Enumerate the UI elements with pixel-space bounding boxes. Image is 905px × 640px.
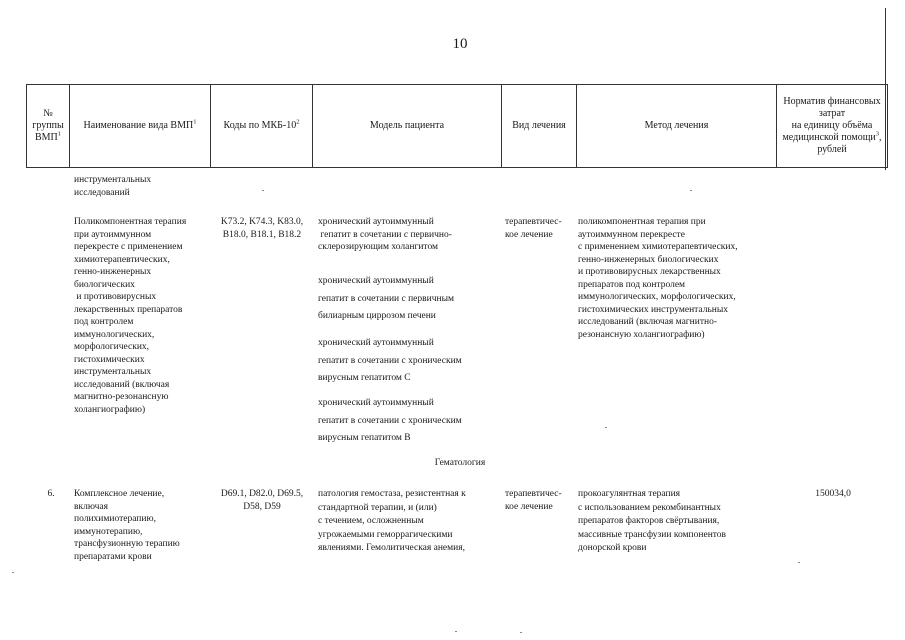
- row-poly-model-2: хронический аутоиммунный гепатит в сочетании с первичным билиарным циррозом печени: [318, 276, 454, 321]
- header-vmp-name-label: Наименование вида ВМП: [83, 120, 194, 131]
- row-poly-treatment-type: терапевтичес- кое лечение: [505, 217, 562, 240]
- row-poly-model-4: хронический аутоиммунный гепатит в сочетании с хроническим вирусным гепатитом B: [318, 398, 462, 443]
- header-cost-line1: Норматив финансовых: [783, 96, 881, 107]
- row6-name: Комплексное лечение, включая полихимиотерапию, иммунотерапию, трансфузионную терапию препаратами крови: [74, 489, 180, 562]
- scan-speck: [798, 562, 800, 563]
- row6-method: прокоагулянтная терапия с использованием рекомбинантных препаратов факторов свёртывания, массивные трансфузии компонентов донорской крови: [578, 489, 727, 553]
- row6-number: 6.: [47, 489, 55, 499]
- row6-codes: D69.1, D82.0, D69.5, D58, D59: [220, 489, 304, 512]
- row-poly-model-1: хронический аутоиммунный гепатит в сочетании с первично- склерозирующим холангитом: [318, 217, 452, 252]
- scan-speck: [520, 632, 522, 633]
- header-codes-label: Коды по МКБ-10: [223, 120, 297, 131]
- row-poly-method: поликомпонентная терапия при аутоиммунном перекресте с применением химиотерапевтических, генно-инженерных биологических и противовирусных лекарственных препаратов под контролем иммунологических, морфологических, гистохимических инструментальных исследований (включая магнитно- резонансную холангиографию): [578, 217, 738, 340]
- row6-cost: 150034,0: [815, 489, 851, 499]
- scan-speck: [455, 631, 457, 632]
- header-cost-line2: затрат: [818, 108, 846, 119]
- continued-name-text: инструментальных исследований: [74, 175, 152, 198]
- row-poly-name: Поликомпонентная терапия при аутоиммунном перекресте с применением химиотерапевтических, генно-инженерных биологических и противовирусных лекарственных препаратов под контролем иммунологических, морфологических, гистохимических инструментальных исследований (включая магнитно-резонансную холангиографию): [74, 217, 187, 415]
- row6-model: патология гемостаза, резистентная к стандартной терапии, и (или) с течением, осложненным угрожаемыми геморрагическими явлениями. Гемолитическая анемия,: [318, 489, 466, 553]
- row6-treatment-type: терапевтичес- кое лечение: [505, 489, 562, 512]
- scan-speck: [12, 572, 14, 573]
- header-cost-line4-end: ,: [879, 132, 882, 143]
- header-num-footnote: 1: [57, 130, 62, 138]
- header-treatment-method: Метод лечения: [577, 85, 777, 168]
- header-vmp-name: [70, 85, 211, 168]
- header-num-symbol: №: [43, 108, 53, 119]
- header-name-footnote: 1: [193, 118, 197, 126]
- table-header: [26, 84, 888, 168]
- header-cost-line3: на единицу объёма: [791, 120, 873, 131]
- page-number: 10: [452, 36, 468, 52]
- header-group-number: [27, 85, 70, 168]
- header-patient-model: Модель пациента: [313, 85, 502, 168]
- header-cost-footnote: 3: [875, 130, 880, 138]
- header-codes-footnote: 2: [296, 118, 300, 126]
- header-num-group: группы: [32, 120, 64, 131]
- scan-speck: [690, 190, 692, 191]
- header-cost-norm: [777, 85, 888, 168]
- scan-speck: [262, 190, 264, 191]
- header-treatment-type: Вид лечения: [502, 85, 577, 168]
- header-cost-line4: медицинской помощи: [782, 132, 876, 143]
- scan-speck: [605, 427, 607, 428]
- header-icd-codes: [211, 85, 313, 168]
- row-poly-codes: K73.2, K74.3, K83.0, B18.0, B18.1, B18.2: [220, 217, 304, 240]
- section-title-hematology: Гематология: [434, 458, 486, 468]
- header-cost-line5: рублей: [817, 144, 847, 155]
- header-num-vmp: ВМП: [34, 132, 58, 143]
- row-poly-model-3: хронический аутоиммунный гепатит в сочетании с хроническим вирусным гепатитом C: [318, 338, 462, 383]
